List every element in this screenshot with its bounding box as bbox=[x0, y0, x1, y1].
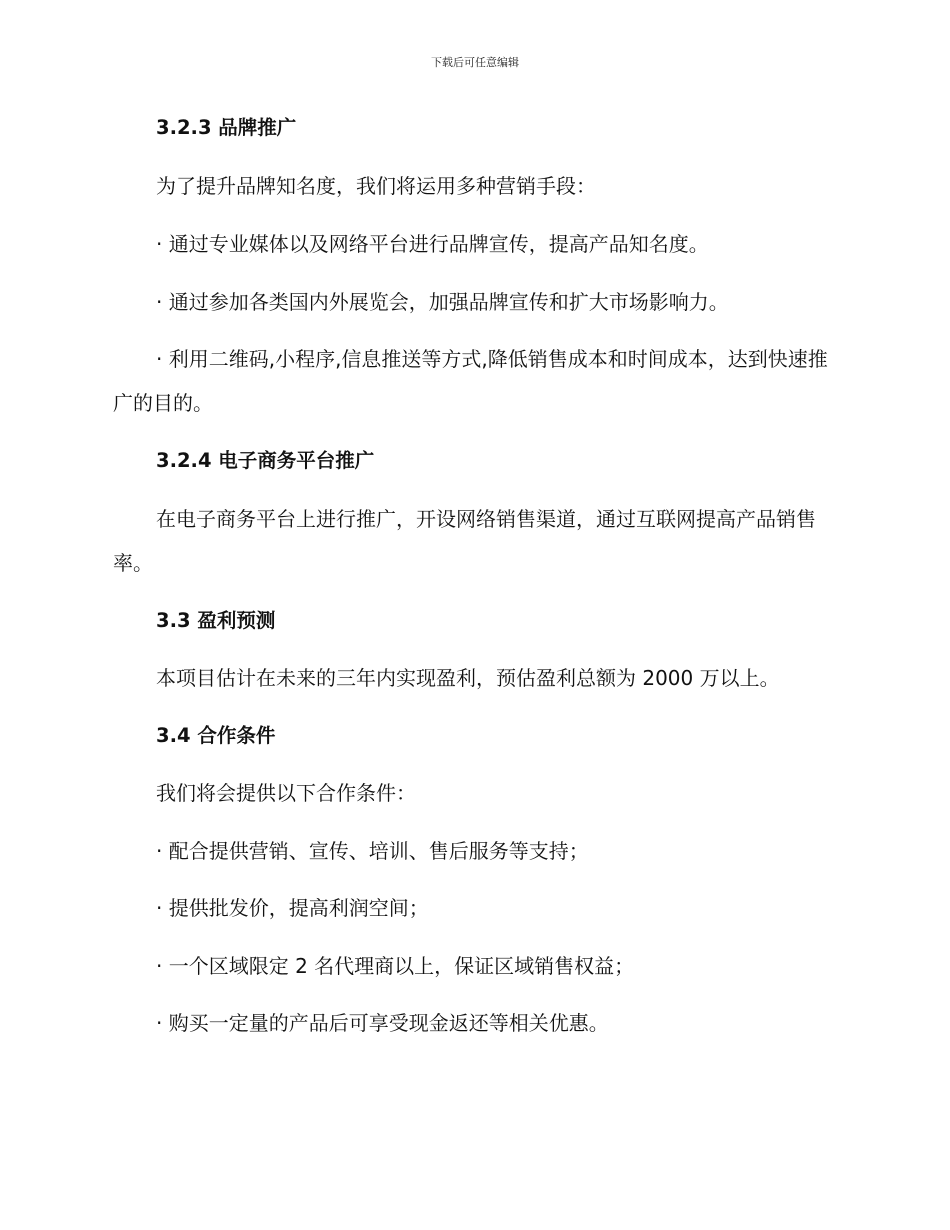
section-heading-3-4: 3.4 合作条件 bbox=[156, 724, 276, 747]
bullet-item: · 提供批发价，提高利润空间； bbox=[156, 896, 429, 920]
bullet-item: · 通过专业媒体以及网络平台进行品牌宣传，提高产品知名度。 bbox=[156, 232, 709, 256]
paragraph-cooperation-intro: 我们将会提供以下合作条件： bbox=[156, 781, 416, 805]
bullet-item: · 利用二维码,小程序,信息推送等方式,降低销售成本和时间成本，达到快速推广的目的。 bbox=[113, 347, 828, 415]
paragraph-ecommerce: 在电子商务平台上进行推广，开设网络销售渠道，通过互联网提高产品销售率。 bbox=[113, 507, 816, 575]
bullet-item: · 通过参加各类国内外展览会，加强品牌宣传和扩大市场影响力。 bbox=[156, 290, 729, 314]
header-note: 下载后可任意编辑 bbox=[431, 56, 519, 69]
paragraph-profit-forecast: 本项目估计在未来的三年内实现盈利，预估盈利总额为 2000 万以上。 bbox=[156, 666, 780, 690]
bullet-item: · 配合提供营销、宣传、培训、售后服务等支持； bbox=[156, 839, 589, 863]
paragraph-brand-intro: 为了提升品牌知名度，我们将运用多种营销手段： bbox=[156, 174, 596, 198]
section-heading-3-2-3: 3.2.3 品牌推广 bbox=[156, 116, 297, 139]
section-heading-3-2-4: 3.2.4 电子商务平台推广 bbox=[156, 449, 375, 472]
bullet-item: · 购买一定量的产品后可享受现金返还等相关优惠。 bbox=[156, 1011, 609, 1035]
section-heading-3-3: 3.3 盈利预测 bbox=[156, 609, 276, 632]
bullet-item: · 一个区域限定 2 名代理商以上，保证区域销售权益； bbox=[156, 954, 635, 978]
